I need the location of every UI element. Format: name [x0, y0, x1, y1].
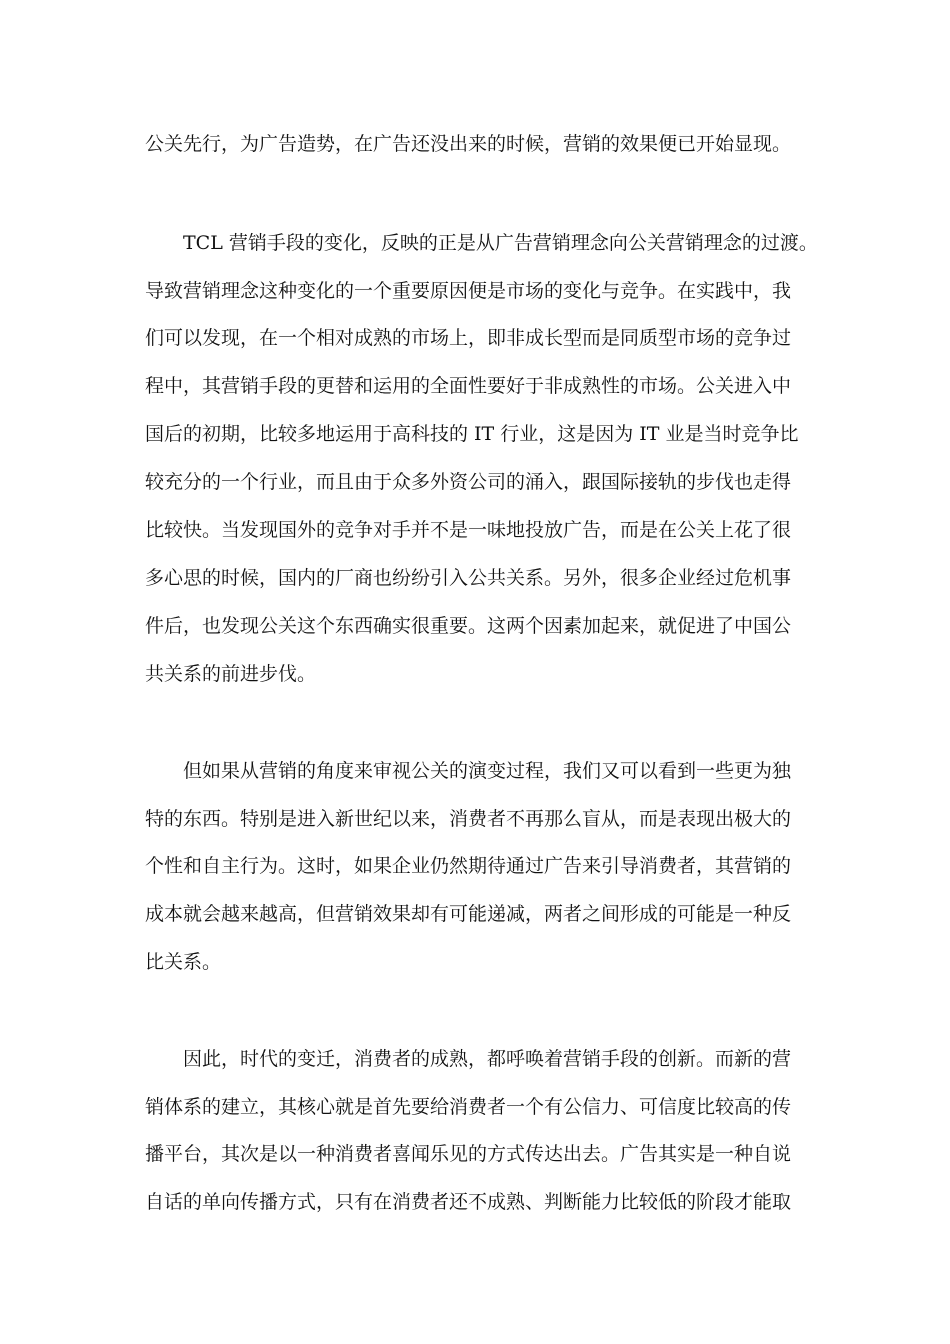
paragraph-2-line-7: 比较快。当发现国外的竞争对手并不是一味地投放广告，而是在公关上花了很 — [145, 519, 792, 541]
paragraph-2-line-9: 件后，也发现公关这个东西确实很重要。这两个因素加起来，就促进了中国公 — [145, 615, 792, 637]
paragraph-3-line-3: 个性和自主行为。这时，如果企业仍然期待通过广告来引导消费者，其营销的 — [145, 855, 792, 877]
paragraph-2-line-2: 导致营销理念这种变化的一个重要原因便是市场的变化与竞争。在实践中，我 — [145, 280, 792, 302]
paragraph-1-line-1: 公关先行，为广告造势，在广告还没出来的时候，营销的效果便已开始显现。 — [145, 133, 792, 155]
paragraph-4-line-3: 播平台，其次是以一种消费者喜闻乐见的方式传达出去。广告其实是一种自说 — [145, 1143, 792, 1165]
paragraph-2-line-4: 程中，其营销手段的更替和运用的全面性要好于非成熟性的市场。公关进入中 — [145, 375, 792, 397]
paragraph-2-line-8: 多心思的时候，国内的厂商也纷纷引入公共关系。另外，很多企业经过危机事 — [145, 567, 792, 589]
paragraph-2-line-5: 国后的初期，比较多地运用于高科技的 IT 行业，这是因为 IT 业是当时竞争比 — [145, 423, 799, 445]
paragraph-2-line-3: 们可以发现，在一个相对成熟的市场上，即非成长型而是同质型市场的竞争过 — [145, 327, 792, 349]
paragraph-4-line-4: 自话的单向传播方式，只有在消费者还不成熟、判断能力比较低的阶段才能取 — [145, 1191, 792, 1213]
paragraph-2-line-10: 共关系的前进步伐。 — [145, 663, 317, 685]
paragraph-2-line-1: TCL 营销手段的变化，反映的正是从广告营销理念向公关营销理念的过渡。 — [183, 232, 818, 254]
paragraph-4-line-1: 因此，时代的变迁，消费者的成熟，都呼唤着营销手段的创新。而新的营 — [183, 1048, 792, 1070]
paragraph-2-line-6: 较充分的一个行业，而且由于众多外资公司的涌入，跟国际接轨的步伐也走得 — [145, 471, 792, 493]
paragraph-3-line-1: 但如果从营销的角度来审视公关的演变过程，我们又可以看到一些更为独 — [183, 760, 792, 782]
paragraph-4-line-2: 销体系的建立，其核心就是首先要给消费者一个有公信力、可信度比较高的传 — [145, 1096, 792, 1118]
paragraph-3-line-2: 特的东西。特别是进入新世纪以来，消费者不再那么盲从，而是表现出极大的 — [145, 808, 792, 830]
paragraph-3-line-5: 比关系。 — [145, 951, 222, 973]
paragraph-3-line-4: 成本就会越来越高，但营销效果却有可能递减，两者之间形成的可能是一种反 — [145, 903, 792, 925]
